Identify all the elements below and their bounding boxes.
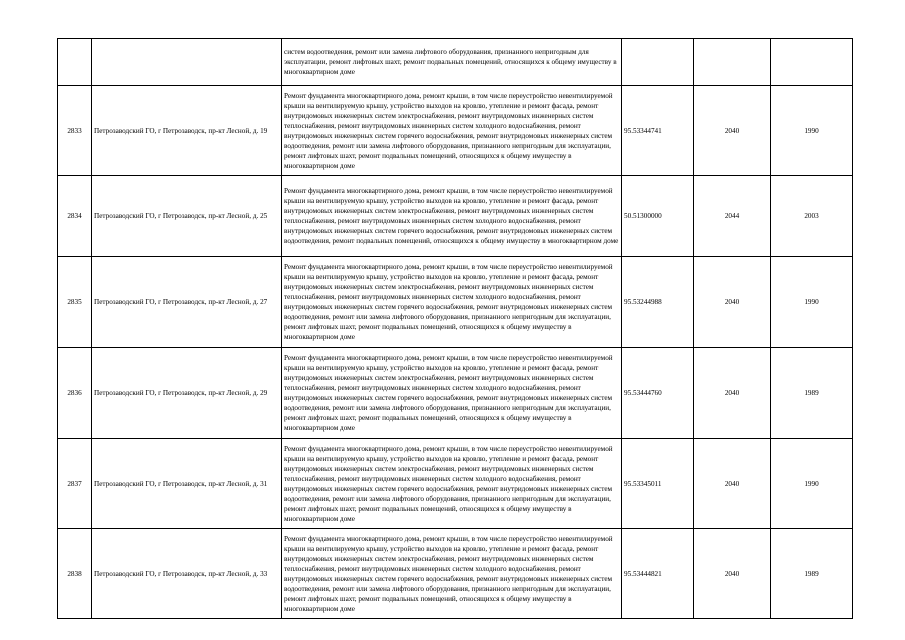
row-built-year: 1990 — [771, 257, 853, 348]
works-text: Ремонт фундамента многоквартирного дома, ремонт крыши, в том числе переустройство невентилируемой крыши на вентилируемую крышу, устройство выходов на кровлю, утепление и ремонт фасада, ремонт внутридомовых инженерных систем электроснабжения, ремонт внутридомовых инженерных систем теплоснабжения, ремонт внутридомовых инженерных систем холодного водоснабжения, ремонт внутридомовых инженерных систем горячего водоснабжения, ремонт внутридомовых инженерных систем водоотведения, ремонт или замена лифтового оборудования, признанного непригодным для эксплуатации, ремонт лифтовых шахт, ремонт подвальных помещений, относящихся к общему имуществу в многоквартирном доме — [284, 444, 613, 523]
row-works — [282, 257, 622, 348]
row-number: 2838 — [58, 529, 92, 619]
row-planned-year: 2040 — [694, 529, 771, 619]
row-address: Петрозаводский ГО, г Петрозаводск, пр-кт Лесной, д. 25 — [92, 176, 282, 257]
works-text: Ремонт фундамента многоквартирного дома, ремонт крыши, в том числе переустройство невентилируемой крыши на вентилируемую крышу, устройство выходов на кровлю, утепление и ремонт фасада, ремонт внутридомовых инженерных систем электроснабжения, ремонт внутридомовых инженерных систем теплоснабжения, ремонт внутридомовых инженерных систем холодного водоснабжения, ремонт внутридомовых инженерных систем горячего водоснабжения, ремонт внутридомовых инженерных систем водоотведения, ремонт или замена лифтового оборудования, признанного непригодным для эксплуатации, ремонт лифтовых шахт, ремонт подвальных помещений, относящихся к общему имуществу в многоквартирном доме — [284, 354, 613, 432]
row-built-year — [771, 39, 853, 86]
works-text: Ремонт фундамента многоквартирного дома, ремонт крыши, в том числе переустройство невентилируемой крыши на вентилируемую крышу, устройство выходов на кровлю, утепление и ремонт фасада, ремонт внутридомовых инженерных систем электроснабжения, ремонт внутридомовых инженерных систем теплоснабжения, ремонт внутридомовых инженерных систем холодного водоснабжения, ремонт внутридомовых инженерных систем горячего водоснабжения, ремонт внутридомовых инженерных систем водоотведения, ремонт подвальных помещений, относящихся к общему имуществу в многоквартирном доме — [284, 187, 619, 245]
table-row — [58, 39, 853, 86]
row-area: 95.53345011 — [622, 439, 694, 529]
row-works — [282, 348, 622, 439]
row-number: 2837 — [58, 439, 92, 529]
row-area: 95.53344741 — [622, 86, 694, 176]
works-text: Ремонт фундамента многоквартирного дома, ремонт крыши, в том числе переустройство невентилируемой крыши на вентилируемую крышу, устройство выходов на кровлю, утепление и ремонт фасада, ремонт внутридомовых инженерных систем электроснабжения, ремонт внутридомовых инженерных систем теплоснабжения, ремонт внутридомовых инженерных систем холодного водоснабжения, ремонт внутридомовых инженерных систем горячего водоснабжения, ремонт внутридомовых инженерных систем водоотведения, ремонт или замена лифтового оборудования, признанного непригодным для эксплуатации, ремонт лифтовых шахт, ремонт подвальных помещений, относящихся к общему имуществу в многоквартирном доме — [284, 91, 613, 170]
row-planned-year: 2044 — [694, 176, 771, 257]
row-area — [622, 39, 694, 86]
table-row — [58, 529, 853, 619]
row-planned-year: 2040 — [694, 86, 771, 176]
row-area: 95.53244988 — [622, 257, 694, 348]
row-address: Петрозаводский ГО, г Петрозаводск, пр-кт Лесной, д. 27 — [92, 257, 282, 348]
works-text: систем водоотведения, ремонт или замена лифтового оборудования, признанного непригодным для эксплуатации, ремонт лифтовых шахт, ремонт подвальных помещений, относящихся к общему имуществу в многоквартирном доме — [284, 48, 617, 76]
table-row — [58, 439, 853, 529]
row-built-year: 1989 — [771, 529, 853, 619]
table-row — [58, 86, 853, 176]
table-row — [58, 348, 853, 439]
row-number: 2835 — [58, 257, 92, 348]
row-area: 95.53444760 — [622, 348, 694, 439]
row-address: Петрозаводский ГО, г Петрозаводск, пр-кт Лесной, д. 19 — [92, 86, 282, 176]
row-number — [58, 39, 92, 86]
row-number: 2833 — [58, 86, 92, 176]
row-planned-year: 2040 — [694, 257, 771, 348]
table-row — [58, 257, 853, 348]
row-works — [282, 176, 622, 257]
row-planned-year — [694, 39, 771, 86]
row-works — [282, 86, 622, 176]
row-planned-year: 2040 — [694, 439, 771, 529]
row-built-year: 1990 — [771, 86, 853, 176]
row-number: 2834 — [58, 176, 92, 257]
row-planned-year: 2040 — [694, 348, 771, 439]
row-address: Петрозаводский ГО, г Петрозаводск, пр-кт Лесной, д. 33 — [92, 529, 282, 619]
row-address — [92, 39, 282, 86]
row-address: Петрозаводский ГО, г Петрозаводск, пр-кт Лесной, д. 29 — [92, 348, 282, 439]
row-built-year: 1990 — [771, 439, 853, 529]
row-works — [282, 439, 622, 529]
works-text: Ремонт фундамента многоквартирного дома, ремонт крыши, в том числе переустройство невентилируемой крыши на вентилируемую крышу, устройство выходов на кровлю, утепление и ремонт фасада, ремонт внутридомовых инженерных систем электроснабжения, ремонт внутридомовых инженерных систем теплоснабжения, ремонт внутридомовых инженерных систем холодного водоснабжения, ремонт внутридомовых инженерных систем горячего водоснабжения, ремонт внутридомовых инженерных систем водоотведения, ремонт или замена лифтового оборудования, признанного непригодным для эксплуатации, ремонт лифтовых шахт, ремонт подвальных помещений, относящихся к общему имуществу в многоквартирном доме — [284, 534, 613, 613]
works-text: Ремонт фундамента многоквартирного дома, ремонт крыши, в том числе переустройство невентилируемой крыши на вентилируемую крышу, устройство выходов на кровлю, утепление и ремонт фасада, ремонт внутридомовых инженерных систем электроснабжения, ремонт внутридомовых инженерных систем теплоснабжения, ремонт внутридомовых инженерных систем холодного водоснабжения, ремонт внутридомовых инженерных систем горячего водоснабжения, ремонт внутридомовых инженерных систем водоотведения, ремонт или замена лифтового оборудования, признанного непригодным для эксплуатации, ремонт лифтовых шахт, ремонт подвальных помещений, относящихся к общему имуществу в многоквартирном доме — [284, 263, 613, 341]
registry-table — [57, 38, 853, 619]
row-area: 50.51300000 — [622, 176, 694, 257]
row-number: 2836 — [58, 348, 92, 439]
row-built-year: 2003 — [771, 176, 853, 257]
row-area: 95.53444821 — [622, 529, 694, 619]
row-works — [282, 529, 622, 619]
table-row — [58, 176, 853, 257]
row-address: Петрозаводский ГО, г Петрозаводск, пр-кт Лесной, д. 31 — [92, 439, 282, 529]
row-built-year: 1989 — [771, 348, 853, 439]
row-works — [282, 39, 622, 86]
